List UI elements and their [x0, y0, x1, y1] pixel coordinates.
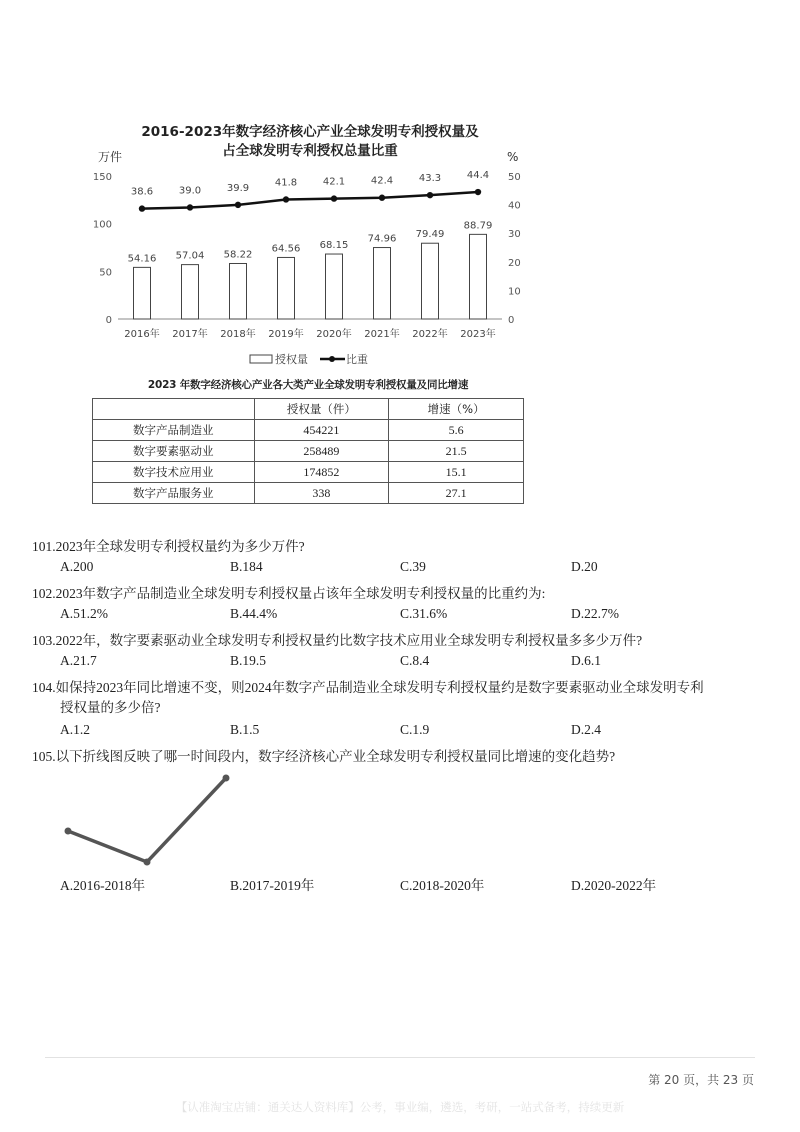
bar-value-label: 57.04 — [175, 250, 205, 262]
line-value-label: 39.0 — [178, 185, 202, 197]
y-tick-label-left: 0 — [105, 315, 112, 326]
table-cell: 15.1 — [389, 462, 524, 483]
bar-value-label: 64.56 — [271, 243, 301, 255]
question-104: 104.如保持2023年同比增速不变，则2024年数字产品制造业全球发明专利授权量约是数字要素驱动业全球发明专利 — [32, 680, 704, 695]
table-cell: 338 — [254, 483, 389, 504]
question-105: 105.以下折线图反映了哪一时间段内，数字经济核心产业全球发明专利授权量同比增速的变化趋势? — [32, 749, 616, 764]
line-value-label: 43.3 — [418, 173, 442, 185]
x-tick-label: 2017年 — [172, 329, 208, 340]
option-b[interactable]: B.2017-2019年 — [230, 878, 315, 893]
option-b[interactable]: B.184 — [230, 559, 263, 574]
option-d[interactable]: D.22.7% — [571, 606, 619, 621]
page-number: 第 20 页，共 23 页 — [648, 1073, 754, 1087]
question-102: 102.2023年数字产品制造业全球发明专利授权量占该年全球发明专利授权量的比重约为: — [32, 586, 546, 601]
table-cell: 5.6 — [389, 420, 524, 441]
option-c[interactable]: C.8.4 — [400, 653, 430, 668]
table-title: 2023 年数字经济核心产业各大类产业全球发明专利授权量及同比增速 — [147, 379, 469, 391]
y-tick-label-right: 50 — [508, 172, 521, 183]
line-value-label: 44.4 — [466, 170, 490, 182]
legend-bar-label: 授权量 — [275, 353, 308, 366]
option-b[interactable]: B.19.5 — [230, 653, 267, 668]
trend-point — [144, 859, 151, 866]
question-101: 101.2023年全球发明专利授权量约为多少万件? — [32, 539, 305, 554]
table-cell: 数字技术应用业 — [93, 462, 255, 483]
table-cell: 27.1 — [389, 483, 524, 504]
trend-line — [68, 778, 226, 862]
line-value-label: 41.8 — [274, 177, 298, 189]
option-a[interactable]: A.2016-2018年 — [60, 878, 146, 893]
chart-title-line-1: 2016-2023年数字经济核心产业全球发明专利授权量及 — [141, 124, 479, 140]
option-b[interactable]: B.44.4% — [230, 606, 278, 621]
option-c[interactable]: C.39 — [400, 559, 426, 574]
bar-value-label: 74.96 — [367, 233, 397, 245]
y-tick-label-right: 20 — [508, 257, 521, 269]
line-value-label: 42.1 — [322, 176, 346, 188]
x-tick-label: 2016年 — [124, 329, 160, 340]
option-d[interactable]: D.2.4 — [571, 722, 601, 737]
x-tick-label: 2020年 — [316, 329, 352, 340]
table-cell: 数字产品制造业 — [93, 420, 255, 441]
footer-divider — [45, 1057, 755, 1058]
table-cell: 258489 — [254, 441, 389, 462]
bar-value-label: 88.79 — [463, 220, 493, 232]
bar-value-label: 58.22 — [223, 249, 253, 261]
option-c[interactable]: C.31.6% — [400, 606, 448, 621]
option-a[interactable]: A.1.2 — [60, 722, 90, 737]
line-value-label: 39.9 — [226, 182, 250, 194]
y-tick-label-right: 40 — [508, 200, 521, 212]
watermark-text: 【认准淘宝店铺：通关达人资料库】公考，事业编，遴选，考研，一站式备考，持续更新 — [175, 1100, 625, 1114]
option-b[interactable]: B.1.5 — [230, 722, 260, 737]
x-tick-label: 2023年 — [460, 329, 496, 340]
table-cell: 数字要素驱动业 — [93, 441, 255, 462]
trend-point — [65, 828, 72, 835]
trend-point — [223, 775, 230, 782]
x-tick-label: 2019年 — [268, 329, 304, 340]
table-cell: 21.5 — [389, 441, 524, 462]
option-a[interactable]: A.21.7 — [60, 653, 97, 668]
y-tick-label-left: 150 — [92, 172, 112, 183]
line-value-label: 42.4 — [370, 175, 394, 187]
x-tick-label: 2018年 — [220, 329, 256, 340]
y-tick-label-left: 50 — [99, 267, 112, 279]
option-d[interactable]: D.20 — [571, 559, 598, 574]
y-tick-label-right: 30 — [508, 229, 521, 241]
table-cell: 454221 — [254, 420, 389, 441]
option-a[interactable]: A.200 — [60, 559, 94, 574]
table-header-cell: 授权量（件） — [254, 399, 389, 420]
option-d[interactable]: D.2020-2022年 — [571, 878, 657, 893]
option-c[interactable]: C.1.9 — [400, 722, 430, 737]
bar-value-label: 79.49 — [415, 229, 445, 241]
bar-value-label: 68.15 — [319, 240, 349, 252]
legend-line-label: 比重 — [346, 353, 368, 366]
x-tick-label: 2021年 — [364, 329, 400, 340]
y-tick-label-right: 0 — [508, 315, 515, 326]
y-tick-label-left: 100 — [92, 219, 112, 231]
right-unit-label: % — [507, 150, 519, 164]
y-tick-label-right: 10 — [508, 286, 521, 298]
line-value-label: 38.6 — [130, 186, 154, 198]
chart-title-line-2: 占全球发明专利授权总量比重 — [222, 143, 398, 159]
table-cell: 174852 — [254, 462, 389, 483]
option-a[interactable]: A.51.2% — [60, 606, 108, 621]
bar-value-label: 54.16 — [127, 253, 157, 265]
table-cell: 数字产品服务业 — [93, 483, 255, 504]
left-unit-label: 万件 — [98, 150, 123, 164]
question-103: 103.2022年，数字要素驱动业全球发明专利授权量约比数字技术应用业全球发明专利授权量多多少万件? — [32, 633, 643, 648]
x-tick-label: 2022年 — [412, 329, 448, 340]
option-d[interactable]: D.6.1 — [571, 653, 601, 668]
option-c[interactable]: C.2018-2020年 — [400, 878, 485, 893]
question-104-continued: 授权量的多少倍? — [60, 700, 161, 715]
table-header-cell: 增速（%） — [389, 399, 524, 420]
